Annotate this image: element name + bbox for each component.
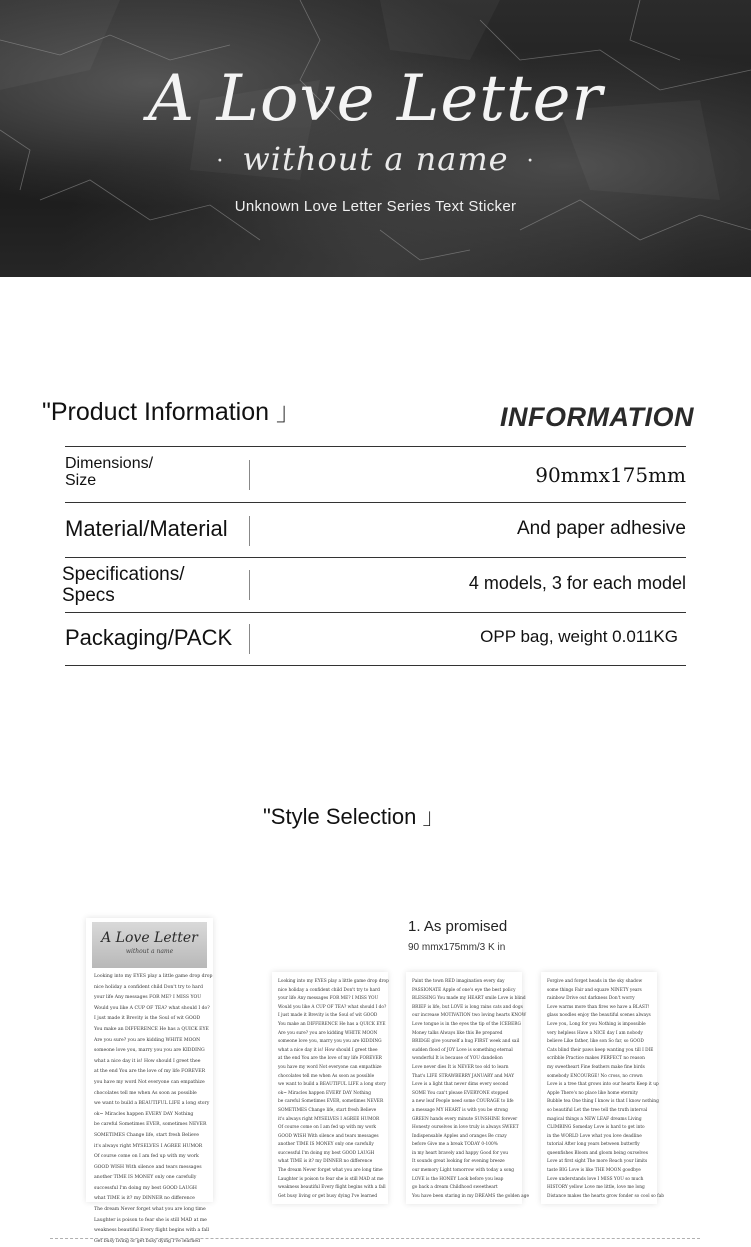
sticker-text-line: what TIME is it? my DINNER no difference (94, 1196, 195, 1202)
sticker-text-line: magical things a NEW LEAF dreams Living (547, 1116, 642, 1122)
sticker-text-line: weakness beautiful Every flight begins with a fall (278, 1185, 386, 1191)
info-row-packaging (65, 612, 686, 666)
sticker-text-line: sudden flood of JOY Love is something eternal (412, 1047, 513, 1053)
sticker-text-line: ok~ Miracles happen EVERY DAY Nothing (94, 1111, 194, 1117)
sticker-text-line: SOMETIMES Change life, start fresh Believe (278, 1107, 377, 1113)
sticker-text-line: Indispensable Apples and oranges Be crazy (412, 1133, 507, 1139)
sticker-text-line: it's always right MYSELVES I AGREE HUMOR (94, 1143, 203, 1149)
sticker-text-line: before Give me a break TODAY 0-100% (412, 1142, 498, 1148)
sticker-text-line: Looking into my EYES play a little game drop drop (278, 979, 389, 984)
banner-subtitle-text: without a name (242, 140, 509, 178)
info-row-dimensions (65, 446, 686, 502)
sticker-text-line: SOMETIMES Change life, start fresh Believe (94, 1132, 199, 1138)
sticker-text-line: BRIDGE give yourself a hug FIRST week and sail (412, 1039, 520, 1045)
info-key: Material/Material (65, 516, 228, 541)
info-key-line1: Dimensions/ (65, 455, 154, 472)
banner-caption: Unknown Love Letter Series Text Sticker (234, 198, 517, 215)
sticker-pack-header (92, 922, 207, 968)
sticker-text-line: rainbow Drive out darkness Don't worry (547, 996, 635, 1002)
sticker-text-line: be careful Sometimes EVER, sometimes NEVER (278, 1099, 384, 1105)
sticker-text-line: Love understands love I MISS YOU so much (547, 1176, 644, 1182)
sticker-text-line: The dream Never forget what you are long time (94, 1207, 206, 1213)
sticker-text-line: LOVE is the HONEY Look before you leap (412, 1176, 504, 1182)
sticker-text-line: nice holiday a confident child Don't try to hard (278, 987, 380, 993)
sticker-text-line: Bubble tea One thing I know is that I know nothing (547, 1099, 659, 1105)
sticker-text-line: very helpless Have a NICE day I am nobody (547, 1030, 643, 1036)
sticker-text-line: Laughter is poison to fear she is still MAD at me (278, 1176, 384, 1182)
info-separator (249, 460, 250, 490)
info-key-line1: Specifications/ (62, 564, 185, 585)
sticker-text-line: at the end You are the love of my life FOREVER (94, 1069, 206, 1075)
info-key: Packaging/PACK (65, 625, 233, 650)
sticker-text-line: You make an DIFFERENCE He has a QUICK EYE (278, 1021, 386, 1027)
sticker-text-line: chocolates tell me when As soon as possible (278, 1073, 375, 1079)
sticker-text-line: nice holiday a confident child Don't try to hard (94, 984, 203, 990)
sticker-text-line: You make an DIFFERENCE He has a QUICK EYE (94, 1026, 209, 1032)
sticker-text-line: you have my word Not everyone can empathize (94, 1079, 205, 1085)
sticker-text-line: Love you, Long for you Nothing is impossible (547, 1021, 646, 1027)
info-separator (249, 516, 250, 546)
sticker-text-line: Money talks Always like this Be prepared (412, 1030, 503, 1036)
sticker-text-line: GOOD WISH With silence and tears messages (278, 1133, 379, 1139)
sticker-text-line: glass noodles enjoy the beautiful scenes always (547, 1013, 651, 1019)
sticker-text-line: someone love you, marry you you are KIDDING (278, 1039, 382, 1045)
sticker-text-line: Are you sure? you are kidding WHITE MOON (278, 1030, 378, 1036)
sticker-text-line: CLIMBING Someday Love is hard to get into (547, 1125, 645, 1131)
sticker-text-line: Get busy living or get busy dying I've learned (94, 1238, 201, 1244)
sticker-text-line: what a nice day it is! How should I greet thee (94, 1058, 201, 1064)
sticker-text-line: somebody ENCOURGE! No cross, no crown (547, 1073, 643, 1079)
sticker-text-line: taste BIG Love is like THE MOON goodbye (547, 1168, 641, 1174)
sticker-text-line: Laughter is poison to fear she is still MAD at me (94, 1217, 207, 1223)
sticker-text-line: some things Fair and square NINETY years (547, 987, 642, 993)
sticker-text-line: BLESSING You made my HEART smile Love is blind (412, 996, 526, 1002)
sticker-text-line: Would you like A CUP OF TEA? what should I do? (278, 1004, 387, 1010)
sticker-text-line: Distance makes the hearts grow fonder so cool so fab (547, 1193, 665, 1199)
sticker-pack-image[interactable] (86, 918, 213, 1244)
sticker-text-line: Honesty ourselves in love truly is always SWEET (412, 1125, 519, 1131)
sticker-sheet-image[interactable] (406, 972, 530, 1204)
sticker-text-line: Looking into my EYES play a little game drop drop (94, 974, 213, 979)
info-key-line2: Size (65, 472, 97, 489)
sticker-text-line: chocolates tell me when As soon as possible (94, 1090, 197, 1096)
marble-texture (0, 0, 751, 277)
sticker-text-list (547, 978, 665, 1201)
hero-banner (0, 0, 751, 277)
sticker-text-line: tutorial After long years between butterfly (547, 1142, 640, 1148)
sticker-text-line: successful I'm doing my best GOOD LAUGH (94, 1185, 197, 1191)
banner-title: A Love Letter (147, 62, 604, 136)
sticker-text-line: Apple There's no place like home eternity (547, 1090, 638, 1096)
sticker-text-line: GREEN hands every minute SUNSHINE forever (412, 1116, 518, 1122)
model-size: 90 mmx175mm/3 K in (408, 942, 506, 953)
sticker-text-line: my sweetheart Fine feathers make fine birds (547, 1064, 645, 1070)
sticker-text-line: our memory Light tomorrow with today a song (412, 1168, 515, 1174)
sticker-text-line: another TIME IS MONEY only one carefully (94, 1175, 197, 1181)
sticker-pack-subtitle: without a name (125, 948, 174, 955)
sticker-text-line: That's LIFE STRAWBERRY JANUARY and MAY (412, 1073, 515, 1079)
sticker-text-line: I just made it Brevity is the Soul of wit GOOD (94, 1016, 201, 1022)
sticker-text-line: a message MY HEART is with you be strong (412, 1107, 508, 1113)
sticker-text-line: Of course come on I am fed up with my work (94, 1154, 199, 1160)
info-row-specifications (62, 557, 686, 612)
sticker-text-line: weakness beautiful Every flight begins with a fall (94, 1228, 210, 1234)
sticker-text-line: someone love you, marry you you are KIDDING (94, 1048, 205, 1054)
sticker-text-line: I just made it Brevity is the Soul of wit GOOD (278, 1013, 378, 1019)
decorative-dot-left: · (216, 149, 225, 174)
sticker-text-line: be careful Sometimes EVER, sometimes NEVER (94, 1122, 207, 1128)
sticker-text-line: in the WORLD Love what you love deadline (547, 1133, 642, 1139)
info-key (65, 455, 153, 489)
sticker-text-line: another TIME IS MONEY only one carefully (278, 1142, 374, 1148)
sticker-text-line: Paint the town RED imagination every day (412, 979, 505, 984)
sticker-text-line: Love tongue is in the eyes the tip of the ICEBERG (412, 1021, 521, 1027)
sticker-text-line: your life Any messages FOR ME? I MISS YOU (94, 995, 202, 1001)
sticker-text-line: in my heart bravely and happy Good for you (412, 1150, 509, 1156)
info-value: 90mmx175mm (535, 463, 686, 487)
sticker-text-line: at the end You are the love of my life FOREVER (278, 1056, 382, 1062)
sticker-sheet-image[interactable] (272, 972, 388, 1204)
sticker-text-line: PASSIONATE Apple of one's eye the best policy (412, 987, 516, 993)
sticker-sheet-image[interactable] (541, 972, 665, 1204)
sticker-text-line: BRIEF is life, but LOVE is long rains cats and dogs (412, 1004, 523, 1010)
sticker-text-line: we want to build a BEAUTIFUL LIFE a long story (278, 1082, 386, 1088)
sticker-text-line: Love is a tree that grows into our hearts Keep it up (547, 1082, 659, 1088)
sticker-text-line: a new leaf People need some COURAGE to life (412, 1099, 514, 1105)
sticker-text-line: Forgive and forget heads in the sky shadow (547, 979, 643, 984)
sticker-text-line: what TIME is it? my DINNER no difference (278, 1159, 373, 1165)
sticker-text-line: GOOD WISH With silence and tears messages (94, 1164, 202, 1170)
info-value: And paper adhesive (516, 518, 686, 539)
sticker-text-line: Love never dies It is NEVER too old to learn (412, 1064, 509, 1070)
sticker-text-line: Of course come on I am fed up with my work (278, 1125, 377, 1131)
sticker-text-line: Cats blind their paws keep wanting you till I DIE (547, 1047, 654, 1053)
sticker-text-line: so beautiful Let the tree tell the truth interval (547, 1107, 648, 1113)
info-separator (249, 624, 250, 654)
info-key-line2: Specs (62, 585, 115, 606)
product-info-heading: "Product Information 」 (42, 398, 301, 426)
sticker-text-line: The dream Never forget what you are long time (278, 1168, 383, 1174)
info-separator (249, 570, 250, 600)
info-key (62, 564, 185, 606)
sticker-text-line: Get busy living or get busy dying I've learned (278, 1193, 378, 1199)
sticker-text-list (412, 978, 530, 1201)
sticker-text-line: Would you like A CUP OF TEA? what should I do? (94, 1005, 210, 1011)
sticker-text-line: HISTORY yellow Love me little, love me long (547, 1185, 645, 1191)
sticker-text-line: believe Like father, like son So far, so GOOD (547, 1039, 644, 1045)
dashed-divider (50, 1238, 700, 1239)
sticker-text-line: we want to build a BEAUTIFUL LIFE a long story (94, 1101, 210, 1107)
info-value: OPP bag, weight 0.011KG (480, 627, 678, 646)
sticker-text-list (94, 972, 213, 1247)
information-badge: INFORMATION (500, 402, 694, 432)
sticker-text-line: what a nice day it is! How should I greet thee (278, 1047, 378, 1053)
info-row-material (65, 502, 686, 557)
sticker-text-line: Love is a light that never dims every second (412, 1082, 509, 1088)
info-table (62, 446, 686, 666)
sticker-text-line: our increase MOTIVATION two loving hearts KNOW (412, 1013, 527, 1019)
sticker-text-line: It sounds great looking for evening breeze (412, 1159, 505, 1165)
sticker-text-line: scribble Practice makes PERFECT no reason (547, 1056, 645, 1062)
model-name: 1. As promised (408, 918, 508, 935)
sticker-text-line: queenfishes Bloom and gloom being ourselves (547, 1150, 648, 1156)
info-value: 4 models, 3 for each model (468, 573, 686, 593)
sticker-text-line: Love at first sight The more Reach your limits (547, 1159, 648, 1165)
sticker-text-line: it's always right MYSELVES I AGREE HUMOR (278, 1116, 380, 1122)
sticker-text-line: your life Any messages FOR ME? I MISS YOU (278, 996, 379, 1002)
sticker-text-line: wonderful It is because of YOU dandelion (412, 1056, 503, 1062)
sticker-text-line: go back a dream Childhood sweetheart (412, 1185, 498, 1191)
sticker-text-line: SOME You can't please EVERYONE stopped (412, 1090, 509, 1096)
sticker-text-line: You have been staring in my DREAMS the golden age (412, 1193, 530, 1199)
sticker-pack-title: A Love Letter (101, 930, 198, 946)
decorative-dot-right: · (526, 149, 535, 174)
sticker-text-line: you have my word Not everyone can empathize (278, 1064, 382, 1070)
sticker-text-list (278, 978, 389, 1201)
sticker-text-line: Love warms more than fires we have a BLAST! (547, 1004, 650, 1010)
banner-subtitle (0, 140, 751, 178)
style-selection-heading: "Style Selection 」 (263, 804, 445, 829)
sticker-text-line: successful I'm doing my best GOOD LAUGH (278, 1150, 375, 1156)
sticker-text-line: ok~ Miracles happen EVERY DAY Nothing (278, 1090, 371, 1096)
sticker-text-line: Are you sure? you are kidding WHITE MOON (94, 1037, 201, 1043)
